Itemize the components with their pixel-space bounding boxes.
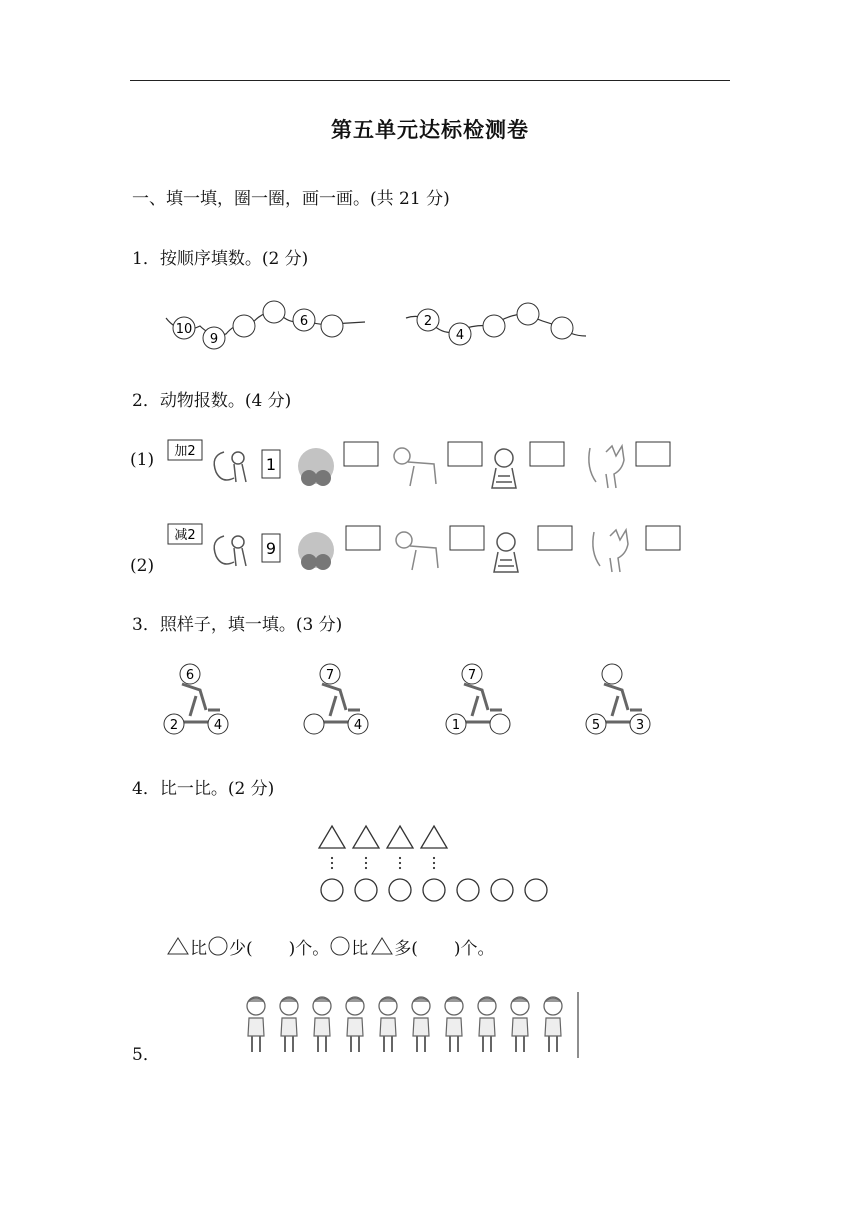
bike-blank-circle[interactable] xyxy=(602,664,622,684)
bike-top-value: 6 xyxy=(185,668,195,683)
header-rule xyxy=(130,80,730,81)
dotted-link xyxy=(433,862,435,864)
bikes-row xyxy=(150,656,690,746)
chain-a-circle[interactable] xyxy=(233,315,255,337)
chain-b-circle[interactable] xyxy=(483,315,505,337)
animal-row-1 xyxy=(166,438,686,494)
chain-a-circle[interactable] xyxy=(203,327,225,349)
bike-right-value: 4 xyxy=(213,718,223,733)
dotted-link xyxy=(331,857,333,859)
dotted-link xyxy=(331,867,333,869)
chain-a-circle[interactable] xyxy=(321,315,343,337)
bike-left-value: 2 xyxy=(169,718,179,733)
compare-text: 比 xyxy=(190,939,207,959)
triangle-shape xyxy=(319,826,345,848)
chain-a-circle[interactable] xyxy=(173,317,195,339)
chain-b-value: 2 xyxy=(423,314,433,329)
question-4-label: 4．比一比。(2 分) xyxy=(132,779,275,799)
dotted-link xyxy=(365,857,367,859)
chain-b-circle[interactable] xyxy=(551,317,573,339)
circle-shape xyxy=(389,879,411,901)
chain-a-circle[interactable] xyxy=(263,301,285,323)
dog-icon xyxy=(396,532,438,570)
bike-3 xyxy=(446,664,510,734)
circle-shape xyxy=(457,879,479,901)
squirrel-icon xyxy=(214,452,246,482)
question-2-label: 2．动物报数。(4 分) xyxy=(132,391,292,411)
question-5-label: 5． xyxy=(132,1045,160,1065)
circle-shape xyxy=(321,879,343,901)
number-chains xyxy=(160,296,600,352)
circle-icon xyxy=(329,936,351,956)
animal-row-2 xyxy=(166,520,686,576)
bike-4 xyxy=(586,664,650,734)
child-figure xyxy=(478,997,496,1052)
row-2-tag: (2) xyxy=(130,556,155,576)
chain-b-circle[interactable] xyxy=(449,323,471,345)
panda-icon xyxy=(298,532,334,570)
bike-top-value: 7 xyxy=(467,668,477,683)
child-figure xyxy=(412,997,430,1052)
compare-shapes xyxy=(316,824,556,904)
dotted-link xyxy=(399,862,401,864)
bike-right-value: 4 xyxy=(353,718,363,733)
bike-right-value: 3 xyxy=(635,718,645,733)
dotted-link xyxy=(433,867,435,869)
compare-text: )个。 xyxy=(453,939,495,959)
dotted-link xyxy=(433,857,435,859)
answer-bubble[interactable] xyxy=(646,526,680,550)
chain-a-value: 6 xyxy=(299,314,309,329)
panda-icon xyxy=(298,448,334,486)
triangle-icon xyxy=(166,936,190,956)
fox-icon xyxy=(593,530,628,572)
answer-bubble[interactable] xyxy=(344,442,378,466)
dotted-link xyxy=(399,867,401,869)
question-1-label: 1．按顺序填数。(2 分) xyxy=(132,249,309,269)
child-figure xyxy=(280,997,298,1052)
fox-icon xyxy=(589,446,624,488)
section-1-heading: 一、填一填，圈一圈，画一画。(共 21 分) xyxy=(132,189,450,209)
answer-bubble[interactable] xyxy=(530,442,564,466)
bike-2 xyxy=(304,664,368,734)
dotted-link xyxy=(365,867,367,869)
squirrel-icon xyxy=(214,536,246,566)
circle-shape xyxy=(423,879,445,901)
compare-text: )个。 xyxy=(288,939,330,959)
child-figure xyxy=(346,997,364,1052)
triangle-shape xyxy=(421,826,447,848)
chain-a-value: 9 xyxy=(209,332,219,347)
chain-a-circle[interactable] xyxy=(293,309,315,331)
compare-text: 比 xyxy=(351,939,369,959)
triangle-shape xyxy=(387,826,413,848)
start-number: 9 xyxy=(265,539,277,558)
chain-a-value: 10 xyxy=(175,322,193,337)
tiger-icon xyxy=(492,449,516,488)
answer-bubble[interactable] xyxy=(346,526,380,550)
answer-bubble[interactable] xyxy=(450,526,484,550)
compare-text: 少( xyxy=(229,939,253,959)
compare-sentence xyxy=(166,934,495,959)
bike-blank-circle[interactable] xyxy=(304,714,324,734)
chain-b-value: 4 xyxy=(455,328,465,343)
chain-b xyxy=(406,303,586,345)
circle-shape xyxy=(525,879,547,901)
child-figure xyxy=(313,997,331,1052)
bike-blank-circle[interactable] xyxy=(490,714,510,734)
circle-shape xyxy=(355,879,377,901)
chain-b-circle[interactable] xyxy=(517,303,539,325)
bike-example xyxy=(164,664,228,734)
chain-b-circle[interactable] xyxy=(417,309,439,331)
triangle-icon xyxy=(370,936,394,956)
row-1-tag: (1) xyxy=(130,450,155,470)
child-figure xyxy=(445,997,463,1052)
answer-bubble[interactable] xyxy=(636,442,670,466)
rule-label: 加2 xyxy=(174,444,196,459)
tiger-icon xyxy=(494,533,518,572)
dotted-link xyxy=(331,862,333,864)
answer-bubble[interactable] xyxy=(448,442,482,466)
bike-top-value: 7 xyxy=(325,668,335,683)
dog-icon xyxy=(394,448,436,486)
compare-text: 多( xyxy=(394,939,418,959)
start-number: 1 xyxy=(265,455,277,474)
child-figure xyxy=(379,997,397,1052)
bike-left-value: 5 xyxy=(591,718,601,733)
dotted-link xyxy=(365,862,367,864)
dotted-link xyxy=(399,857,401,859)
child-figure xyxy=(511,997,529,1052)
answer-bubble[interactable] xyxy=(538,526,572,550)
rule-label: 减2 xyxy=(174,528,196,543)
page-title: 第五单元达标检测卷 xyxy=(331,118,529,142)
child-figure xyxy=(544,997,562,1052)
circle-icon xyxy=(207,936,229,956)
triangle-shape xyxy=(353,826,379,848)
chain-a xyxy=(166,301,365,349)
child-figure xyxy=(247,997,265,1052)
circle-shape xyxy=(491,879,513,901)
bike-left-value: 1 xyxy=(451,718,461,733)
children-row xyxy=(238,992,582,1062)
question-3-label: 3．照样子，填一填。(3 分) xyxy=(132,615,343,635)
